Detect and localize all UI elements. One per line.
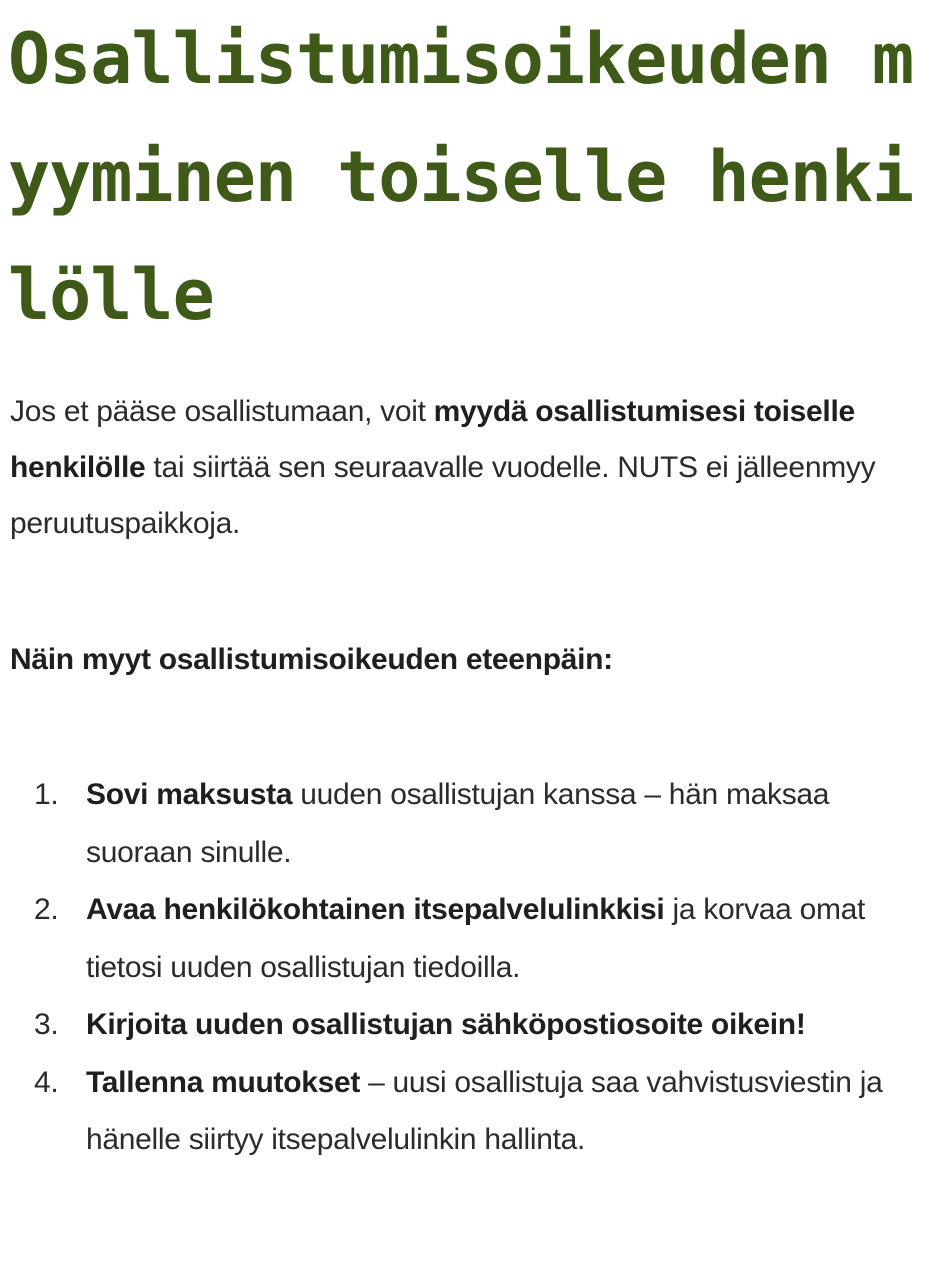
steps-list <box>30 766 930 1169</box>
intro-emphasis: myydä osallistumisesi toiselle henkilölle <box>10 395 855 484</box>
step-emphasis: Sovi maksusta <box>86 778 293 811</box>
step-number: 2. <box>34 893 59 926</box>
steps-heading: Näin myyt osallistumisoikeuden eteenpäin: <box>10 643 613 676</box>
step-text: ja korvaa omat tietosi uuden osallistujan tiedoilla. <box>86 893 866 984</box>
step-emphasis: Kirjoita uuden osallistujan sähköpostiosoite oikein! <box>86 1008 806 1041</box>
step-text: uuden osallistujan kanssa – hän maksaa suoraan sinulle. <box>86 778 830 869</box>
step-number: 1. <box>34 778 59 811</box>
intro-text-start: Jos et pääse osallistumaan, voit <box>10 395 434 428</box>
page-title: Osallistumisoikeuden myyminen toiselle henkilölle <box>8 18 914 336</box>
step-number: 3. <box>34 1008 59 1041</box>
intro-text-end: tai siirtää sen seuraavalle vuodelle. NUTS ei jälleenmyy peruutuspaikkoja. <box>10 451 876 540</box>
step-item-3 <box>30 996 930 1054</box>
step-number: 4. <box>34 1065 59 1099</box>
step-item-4 <box>30 1054 930 1169</box>
step-emphasis: Avaa henkilökohtainen itsepalvelulinkkisi <box>86 893 665 926</box>
intro-paragraph <box>10 384 930 552</box>
step-item-1 <box>30 766 930 881</box>
step-text: – uusi osallistuja saa vahvistusviestin ja hänelle siirtyy itsepalvelulinkin hallinta. <box>86 1065 883 1156</box>
step-emphasis: Tallenna muutokset <box>86 1065 361 1099</box>
step-item-2 <box>30 881 930 996</box>
